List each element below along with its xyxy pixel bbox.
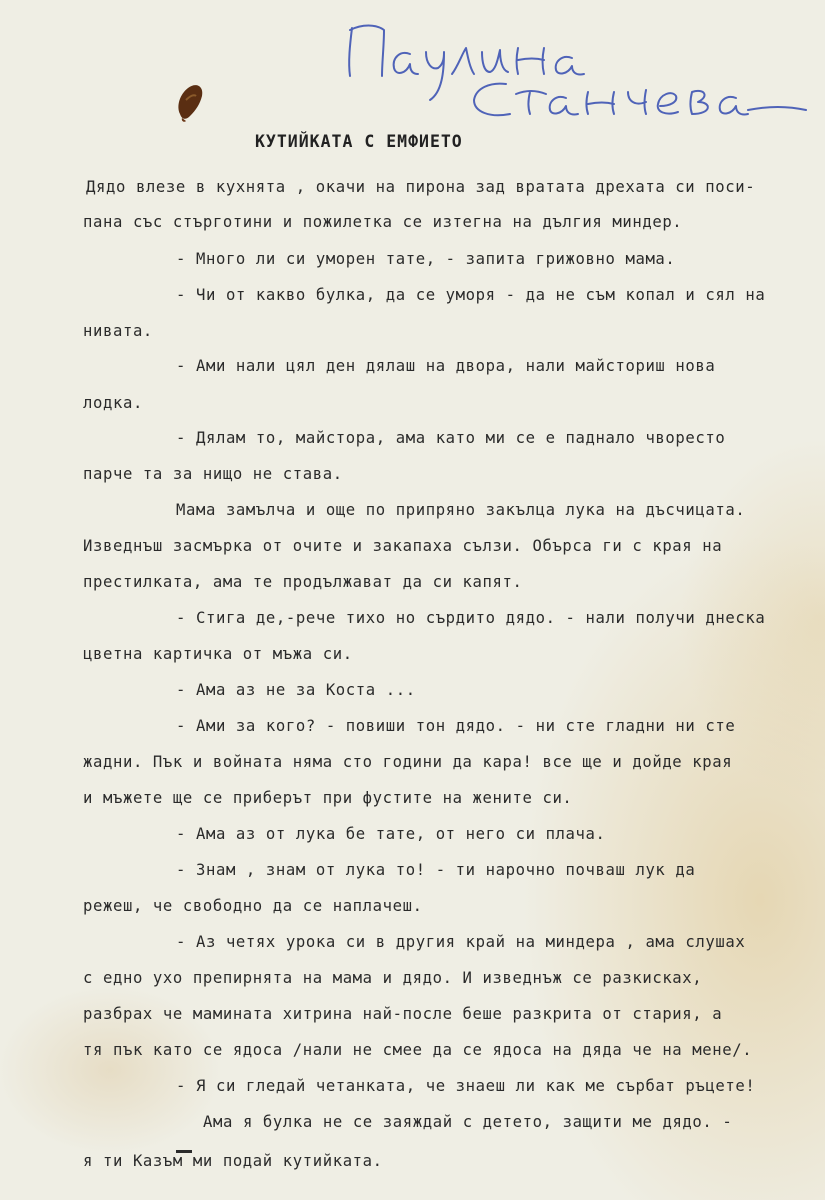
handwritten-signature [340,14,810,124]
text-line: цветна картичка от мъжа си. [83,645,353,663]
text-line: Дядо влезе в кухнята , окачи на пирона зад вратата дрехата си поси- [86,178,756,196]
text-line: я ти Казъм ми подай кутийката. [83,1152,383,1170]
text-line: тя пък като се ядоса /нали не смее да се ядоса на дяда че на мене/. [83,1041,753,1059]
text-line: Мама замълча и още по припряно закълца лука на дъсчицата. [176,501,746,519]
text-line: - Я си гледай четанката, че знаеш ли как ме сърбат ръцете! [176,1077,756,1095]
text-line: - Аз четях урока си в другия край на миндера , ама слушах [176,933,746,951]
ink-stain [172,80,208,124]
text-line: пана със стърготини и пожилетка се изтегна на дългия миндер. [83,213,683,231]
text-line: нивата. [83,322,153,340]
text-line: режеш, че свободно да се наплачеш. [83,897,423,915]
text-line: - Чи от какво булка, да се уморя - да не съм копал и сял на [176,286,766,304]
text-line: разбрах че мамината хитрина най-после беше разкрита от стария, а [83,1005,723,1023]
text-line: парче та за нищо не става. [83,465,343,483]
text-line: и мъжете ще се приберът при фустите на жените си. [83,789,573,807]
text-line: с едно ухо препирнята на мама и дядо. И изведнъж се разкисках, [83,969,703,987]
text-line: - Стига де,-рече тихо но сърдито дядо. - нали получи днеска [176,609,766,627]
text-line: - Ама аз не за Коста ... [176,681,416,699]
text-line: - Ама аз от лука бе тате, от него си плача. [176,825,606,843]
text-line: - Ами за кого? - повиши тон дядо. - ни сте гладни ни сте [176,717,736,735]
text-line: - Ами нали цял ден дялаш на двора, нали майсториш нова [176,357,716,375]
document-title: КУТИЙКАТА С ЕМФИЕТО [255,132,463,151]
text-line: - Много ли си уморен тате, - запита грижовно мама. [176,250,676,268]
text-line: престилката, ама те продължават да си капят. [83,573,523,591]
text-line: лодка. [83,394,143,412]
text-line: жадни. Пък и войната няма сто години да кара! все ще и дойде края [83,753,733,771]
text-line: - Знам , знам от лука то! - ти нарочно почваш лук да [176,861,696,879]
text-line: Ама я булка не се заяждай с детето, защити ме дядо. - [203,1113,733,1131]
text-line: - Дялам то, майстора, ама като ми се е паднало чворесто [176,429,726,447]
text-line: Изведнъш засмърка от очите и закапаха сълзи. Обърса ги с края на [83,537,723,555]
